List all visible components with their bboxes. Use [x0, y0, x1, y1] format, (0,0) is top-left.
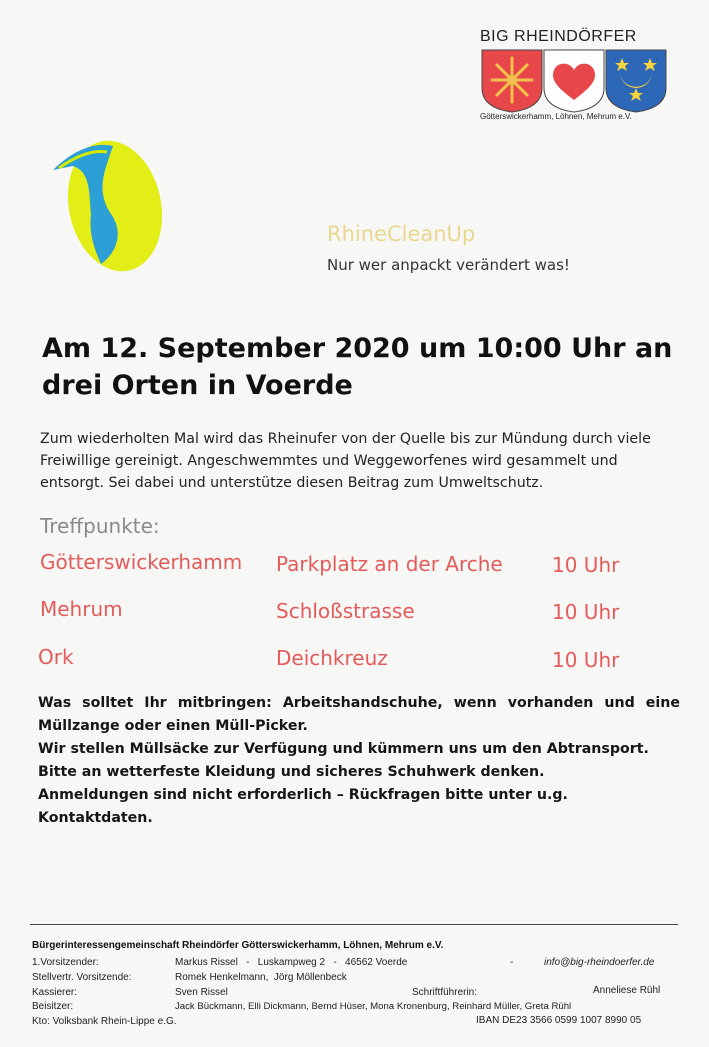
footer-secretary-value: Anneliese Rühl — [593, 985, 661, 996]
meeting-place-1: Götterswickerhamm — [40, 550, 243, 574]
meeting-time-3: 10 Uhr — [552, 648, 620, 672]
footer-iban: IBAN DE23 3566 0599 1007 8990 05 — [476, 1015, 642, 1026]
intro-paragraph: Zum wiederholten Mal wird das Rheinufer von der Quelle bis zur Mündung durch viele Freiwillige gereinigt. Angeschwemmtes und Weggeworfenes wird gesammelt und entsorgt. Sei dabei und unterstütze diesen Beitrag zum Umweltschutz. — [40, 431, 651, 491]
rhine-swoosh-logo — [45, 130, 170, 275]
bring-section — [38, 692, 680, 830]
meeting-location-3: Deichkreuz — [276, 646, 388, 670]
org-name: BIG RHEINDÖRFER — [480, 28, 637, 45]
meeting-points-label: Treffpunkte: — [40, 514, 160, 538]
meeting-time-1: 10 Uhr — [552, 553, 620, 577]
bring-line-2: Wir stellen Müllsäcke zur Verfügung und kümmern uns um den Abtransport. — [38, 741, 649, 757]
footer-email[interactable]: info@big-rheindoerfer.de — [544, 957, 655, 968]
meeting-location-2: Schloßstrasse — [276, 599, 415, 623]
footer-vice-label: Stellvertr. Vorsitzende: — [32, 972, 132, 983]
meeting-location-1: Parkplatz an der Arche — [276, 552, 503, 576]
footer-assessor-label: Beisitzer: — [32, 1001, 74, 1012]
footer-divider — [30, 924, 678, 925]
meeting-place-2: Mehrum — [40, 597, 123, 621]
meeting-time-2: 10 Uhr — [552, 600, 620, 624]
footer-assessor-value: Jack Bückmann, Elli Dickmann, Bernd Hüser, Mona Kronenburg, Reinhard Müller, Greta Rühl — [175, 1001, 572, 1012]
meeting-place-3: Ork — [38, 645, 74, 669]
footer-dash: - — [510, 957, 514, 968]
footer-chair-label: 1.Vorsitzender: — [32, 957, 99, 968]
footer-treasurer-value: Sven Rissel — [175, 987, 228, 998]
bring-line-1: Was solltet Ihr mitbringen: Arbeitshandschuhe, wenn vorhanden und eine Müllzange oder einen Müll-Picker. — [38, 695, 680, 734]
org-subtitle: Götterswickerhamm, Löhnen, Mehrum e.V. — [480, 112, 632, 121]
bring-line-3: Bitte an wetterfeste Kleidung und sicheres Schuhwerk denken. — [38, 764, 545, 780]
footer-title: Bürgerinteressengemeinschaft Rheindörfer Götterswickerhamm, Löhnen, Mehrum e.V. — [32, 940, 444, 951]
footer-bank: Kto: Volksbank Rhein-Lippe e.G. — [32, 1016, 177, 1027]
footer-treasurer-label: Kassierer: — [32, 987, 78, 998]
footer-vice-value: Romek Henkelmann, Jörg Möllenbeck — [175, 972, 347, 983]
brand-name: RhineCleanUp — [327, 222, 476, 246]
event-headline: Am 12. September 2020 um 10:00 Uhr an drei Orten in Voerde — [42, 333, 673, 401]
brand-slogan: Nur wer anpackt verändert was! — [327, 256, 570, 274]
footer-secretary-label: Schriftführerin: — [412, 987, 478, 998]
bring-line-4: Anmeldungen sind nicht erforderlich – Rückfragen bitte unter u.g. Kontaktdaten. — [38, 787, 568, 826]
footer-chair-value: Markus Rissel - Luskampweg 2 - 46562 Voerde — [175, 957, 408, 968]
coat-of-arms-logo — [480, 48, 670, 114]
